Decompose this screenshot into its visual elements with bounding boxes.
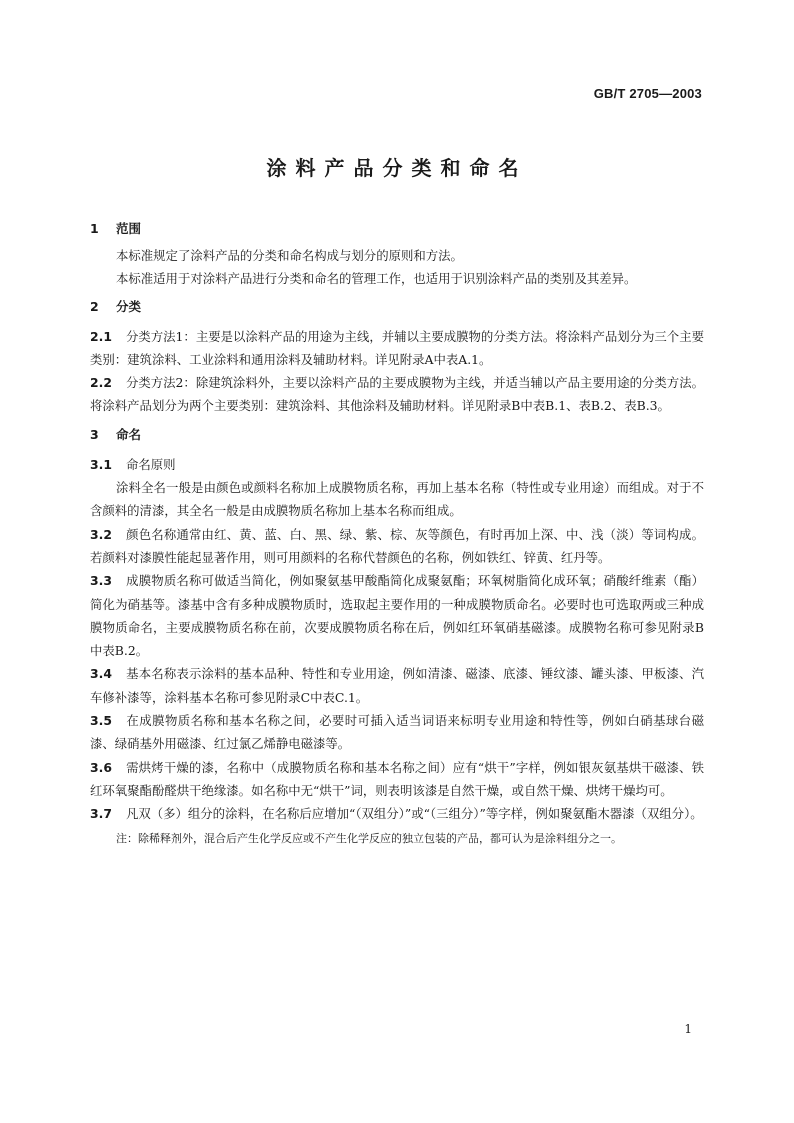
clause-text: 在成膜物质名称和基本名称之间，必要时可插入适当词语来标明专业用途和特性等，例如白硝基球台磁漆、绿硝基外用磁漆、红过氯乙烯静电磁漆等。: [90, 713, 704, 752]
clause-number: 3.1: [90, 456, 112, 472]
section-3-heading: [90, 427, 704, 443]
clause-3-2: [90, 523, 704, 570]
clause-text: 成膜物质名称可做适当简化，例如聚氨基甲酸酯简化成聚氨酯；环氧树脂简化成环氧；硝酸纤维素（酯）简化为硝基等。漆基中含有多种成膜物质时，选取起主要作用的一种成膜物质命名。必要时也可选取两或三种成膜物质命名，主要成膜物质名称在前，次要成膜物质名称在后，例如红环氧硝基磁漆。成膜物名称可参见附录B中表B.2。: [90, 573, 704, 659]
section-number: 3: [90, 426, 99, 442]
clause-title: 命名原则: [125, 456, 176, 472]
section-2-heading: [90, 299, 704, 315]
clause-number: 3.7: [90, 806, 112, 822]
section-title: 范围: [116, 221, 142, 236]
clause-number: 3.2: [90, 526, 112, 542]
clause-text: 分类方法2：除建筑涂料外，主要以涂料产品的主要成膜物为主线，并适当辅以产品主要用途的分类方法。将涂料产品划分为两个主要类别：建筑涂料、其他涂料及辅助材料。详见附录B中表B.1、表B.2、表B.3。: [90, 375, 704, 414]
clause-3-1-heading: [90, 453, 704, 476]
scope-paragraph-2: 本标准适用于对涂料产品进行分类和命名的管理工作，也适用于识别涂料产品的类别及其差异。: [116, 271, 637, 287]
clause-text: 基本名称表示涂料的基本品种、特性和专业用途，例如清漆、磁漆、底漆、锤纹漆、罐头漆、甲板漆、汽车修补漆等，涂料基本名称可参见附录C中表C.1。: [90, 666, 704, 705]
note-text: 注：除稀释剂外，混合后产生化学反应或不产生化学反应的独立包装的产品，都可认为是涂料组分之一。: [116, 831, 622, 845]
clause-text: 凡双（多）组分的涂料，在名称后应增加“（双组分）”或“（三组分）”等字样，例如聚氨酯木器漆（双组分）。: [125, 806, 703, 822]
section-title: 分类: [116, 298, 142, 314]
clause-text: 颜色名称通常由红、黄、蓝、白、黑、绿、紫、棕、灰等颜色，有时再加上深、中、浅（淡）等词构成。若颜料对漆膜性能起显著作用，则可用颜料的名称代替颜色的名称，例如铁红、锌黄、红丹等。: [90, 526, 704, 565]
clause-3-7: [90, 802, 704, 825]
document-title: 涂料产品分类和命名: [266, 156, 528, 180]
clause-number: 2.1: [90, 328, 112, 344]
clause-2-1: [90, 325, 704, 372]
clause-text: 需烘烤干燥的漆，名称中（成膜物质名称和基本名称之间）应有“烘干”字样，例如银灰氨基烘干磁漆、铁红环氧聚酯酚醛烘干绝缘漆。如名称中无“烘干”词，则表明该漆是自然干燥，或自然干燥、烘烤干燥均可。: [90, 759, 704, 798]
clause-number: 3.6: [90, 759, 112, 775]
document-body: [90, 221, 704, 848]
section-1-heading: [90, 221, 704, 237]
clause-number: 2.2: [90, 375, 112, 391]
clause-number: 3.5: [90, 713, 112, 729]
page-number: 1: [684, 1022, 692, 1036]
section-number: 2: [90, 298, 99, 314]
standard-code: GB/T 2705—2003: [593, 86, 702, 101]
clause-number: 3.3: [90, 573, 112, 589]
section-number: 1: [90, 221, 99, 236]
scope-paragraph-1: 本标准规定了涂料产品的分类和命名构成与划分的原则和方法。: [116, 248, 463, 263]
clause-3-6: [90, 756, 704, 803]
clause-number: 3.4: [90, 666, 112, 682]
clause-3-4: [90, 662, 704, 709]
clause-3-1-paragraph: 涂料全名一般是由颜色或颜料名称加上成膜物质名称，再加上基本名称（特性或专业用途）而组成。对于不含颜料的清漆，其全名一般是由成膜物质名称加上基本名称而组成。: [90, 480, 704, 519]
clause-3-5: [90, 709, 704, 756]
section-title: 命名: [116, 426, 142, 442]
clause-3-3: [90, 569, 704, 662]
clause-text: 分类方法1：主要是以涂料产品的用途为主线，并辅以主要成膜物的分类方法。将涂料产品划分为三个主要类别：建筑涂料、工业涂料和通用涂料及辅助材料。详见附录A中表A.1。: [90, 328, 704, 367]
clause-2-2: [90, 371, 704, 418]
